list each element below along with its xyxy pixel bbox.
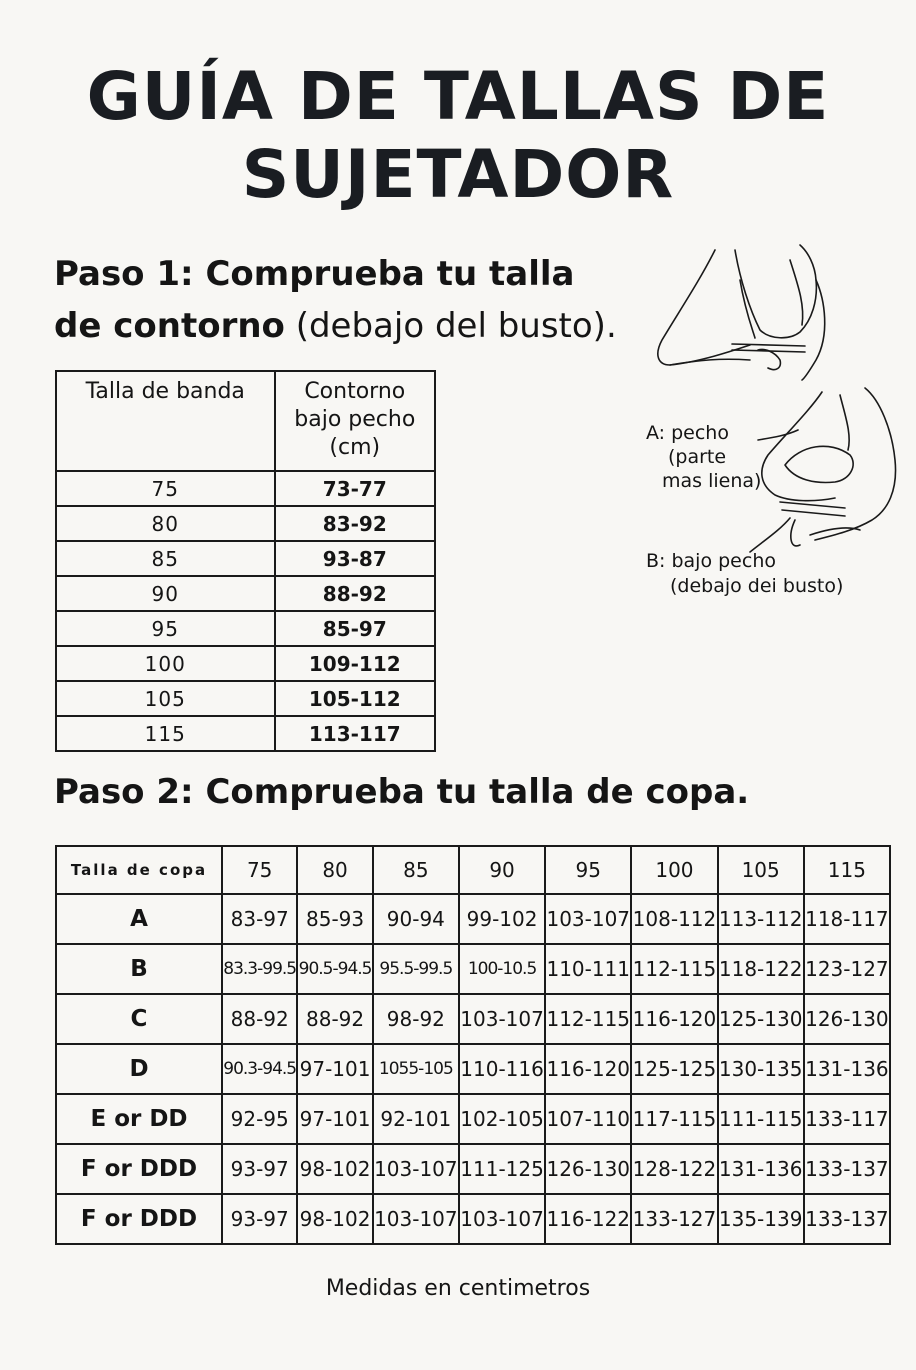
bust-range-cell: 133-137: [804, 1194, 890, 1244]
bust-range-cell: 110-116: [459, 1044, 545, 1094]
bust-range-cell: 112-115: [631, 944, 717, 994]
underbust-range-cell: 113-117: [275, 716, 435, 751]
bust-range-cell: 128-122: [631, 1144, 717, 1194]
bust-range-cell: 1055-105: [373, 1044, 459, 1094]
title-line-1: GUÍA DE TALLAS DE: [86, 58, 830, 135]
bust-range-cell: 133-117: [804, 1094, 890, 1144]
step2-heading: Paso 2: Comprueba tu talla de copa.: [54, 772, 750, 812]
underbust-range-cell: 83-92: [275, 506, 435, 541]
underbust-header-line-3: (cm): [329, 435, 381, 460]
bust-range-cell: 112-115: [545, 994, 631, 1044]
step1-heading: [54, 248, 654, 352]
band-table-row: [56, 471, 435, 506]
cup-table-row: [56, 994, 890, 1044]
cup-table-row: [56, 1144, 890, 1194]
bust-range-cell: 97-101: [297, 1094, 372, 1144]
cup-table-row: [56, 944, 890, 994]
underbust-range-cell: 85-97: [275, 611, 435, 646]
bust-range-cell: 103-107: [373, 1194, 459, 1244]
band-table-row: [56, 611, 435, 646]
cup-letter-cell: F or DDD: [56, 1194, 222, 1244]
bust-range-cell: 88-92: [222, 994, 297, 1044]
bust-range-cell: 133-137: [804, 1144, 890, 1194]
bust-range-cell: 111-115: [718, 1094, 804, 1144]
measurement-illustration: [640, 240, 910, 620]
cup-band-header: 100: [631, 846, 717, 894]
bust-range-cell: 108-112: [631, 894, 717, 944]
bust-range-cell: 98-102: [297, 1144, 372, 1194]
bust-range-cell: 111-125: [459, 1144, 545, 1194]
bust-range-cell: 85-93: [297, 894, 372, 944]
bust-range-cell: 92-101: [373, 1094, 459, 1144]
cup-band-header: 115: [804, 846, 890, 894]
underbust-range-cell: 73-77: [275, 471, 435, 506]
bust-range-cell: 131-136: [804, 1044, 890, 1094]
cup-band-header: 90: [459, 846, 545, 894]
underbust-header: [275, 371, 435, 471]
cup-letter-cell: B: [56, 944, 222, 994]
cup-band-header: 105: [718, 846, 804, 894]
cup-band-header: 75: [222, 846, 297, 894]
band-size-cell: 85: [56, 541, 275, 576]
band-size-cell: 80: [56, 506, 275, 541]
cup-letter-cell: A: [56, 894, 222, 944]
cup-table-row: [56, 1094, 890, 1144]
page-title: [0, 58, 916, 214]
cup-table-row: [56, 1194, 890, 1244]
bust-range-cell: 110-111: [545, 944, 631, 994]
bust-range-cell: 117-115: [631, 1094, 717, 1144]
bust-range-cell: 100-10.5: [459, 944, 545, 994]
bust-range-cell: 83.3-99.5: [222, 944, 297, 994]
band-size-cell: 95: [56, 611, 275, 646]
band-size-cell: 100: [56, 646, 275, 681]
bust-range-cell: 98-102: [297, 1194, 372, 1244]
label-b-line-1: B: bajo pecho: [646, 550, 776, 572]
bust-range-cell: 88-92: [297, 994, 372, 1044]
bust-range-cell: 126-130: [545, 1144, 631, 1194]
bust-range-cell: 93-97: [222, 1194, 297, 1244]
cup-size-corner-header: Talla de copa: [56, 846, 222, 894]
bust-range-cell: 125-130: [718, 994, 804, 1044]
title-line-2: SUJETADOR: [241, 136, 675, 213]
underbust-range-cell: 93-87: [275, 541, 435, 576]
bust-range-cell: 116-120: [545, 1044, 631, 1094]
cup-table-row: [56, 1044, 890, 1094]
cup-table-body: [56, 894, 890, 1244]
bust-range-cell: 83-97: [222, 894, 297, 944]
underbust-header-line-1: Contorno: [304, 379, 406, 404]
bust-range-cell: 95.5-99.5: [373, 944, 459, 994]
bust-range-cell: 99-102: [459, 894, 545, 944]
step1-line-2: [54, 300, 654, 352]
band-table-header-row: [56, 371, 435, 471]
cup-band-header: 95: [545, 846, 631, 894]
bust-range-cell: 116-120: [631, 994, 717, 1044]
label-a-line-2: (parte: [668, 446, 727, 468]
step1-line-2-light: (debajo del busto).: [284, 306, 617, 346]
bust-range-cell: 93-97: [222, 1144, 297, 1194]
bust-range-cell: 123-127: [804, 944, 890, 994]
bust-range-cell: 113-112: [718, 894, 804, 944]
step1-line-1: Paso 1: Comprueba tu talla: [54, 254, 575, 294]
bust-range-cell: 92-95: [222, 1094, 297, 1144]
cup-letter-cell: D: [56, 1044, 222, 1094]
step1-line-2-bold: de contorno: [54, 306, 285, 346]
bust-range-cell: 126-130: [804, 994, 890, 1044]
bust-range-cell: 90.5-94.5: [297, 944, 372, 994]
cup-letter-cell: C: [56, 994, 222, 1044]
band-table-row: [56, 646, 435, 681]
bust-range-cell: 103-107: [373, 1144, 459, 1194]
band-table-row: [56, 506, 435, 541]
bust-range-cell: 135-139: [718, 1194, 804, 1244]
bust-range-cell: 130-135: [718, 1044, 804, 1094]
bust-range-cell: 107-110: [545, 1094, 631, 1144]
bust-range-cell: 102-105: [459, 1094, 545, 1144]
band-table-row: [56, 681, 435, 716]
bust-range-cell: 103-107: [459, 1194, 545, 1244]
band-size-cell: 115: [56, 716, 275, 751]
bust-range-cell: 133-127: [631, 1194, 717, 1244]
underbust-header-line-2: bajo pecho: [294, 407, 416, 432]
bust-range-cell: 98-92: [373, 994, 459, 1044]
cup-size-table: [55, 845, 891, 1245]
band-table-row: [56, 716, 435, 751]
band-table-row: [56, 576, 435, 611]
bust-range-cell: 131-136: [718, 1144, 804, 1194]
footer-note: Medidas en centimetros: [325, 1276, 591, 1301]
bust-range-cell: 118-117: [804, 894, 890, 944]
bust-range-cell: 103-107: [459, 994, 545, 1044]
bust-range-cell: 118-122: [718, 944, 804, 994]
band-size-cell: 75: [56, 471, 275, 506]
cup-band-header: 85: [373, 846, 459, 894]
cup-table-header-row: [56, 846, 890, 894]
band-size-cell: 105: [56, 681, 275, 716]
bust-range-cell: 103-107: [545, 894, 631, 944]
underbust-range-cell: 109-112: [275, 646, 435, 681]
bust-range-cell: 97-101: [297, 1044, 372, 1094]
label-a-line-3: mas liena): [662, 470, 762, 492]
underbust-range-cell: 88-92: [275, 576, 435, 611]
cup-letter-cell: F or DDD: [56, 1144, 222, 1194]
band-table-row: [56, 541, 435, 576]
bust-range-cell: 125-125: [631, 1044, 717, 1094]
bust-range-cell: 90.3-94.5: [222, 1044, 297, 1094]
bust-range-cell: 116-122: [545, 1194, 631, 1244]
underbust-range-cell: 105-112: [275, 681, 435, 716]
band-size-table: [55, 370, 436, 752]
cup-table-row: [56, 894, 890, 944]
band-table-body: [56, 471, 435, 751]
label-a-line-1: A: pecho: [646, 422, 729, 444]
bust-range-cell: 90-94: [373, 894, 459, 944]
band-size-header: Talla de banda: [56, 371, 275, 471]
cup-letter-cell: E or DD: [56, 1094, 222, 1144]
label-b-line-2: (debajo dei busto): [670, 575, 844, 597]
cup-band-header: 80: [297, 846, 372, 894]
band-size-cell: 90: [56, 576, 275, 611]
